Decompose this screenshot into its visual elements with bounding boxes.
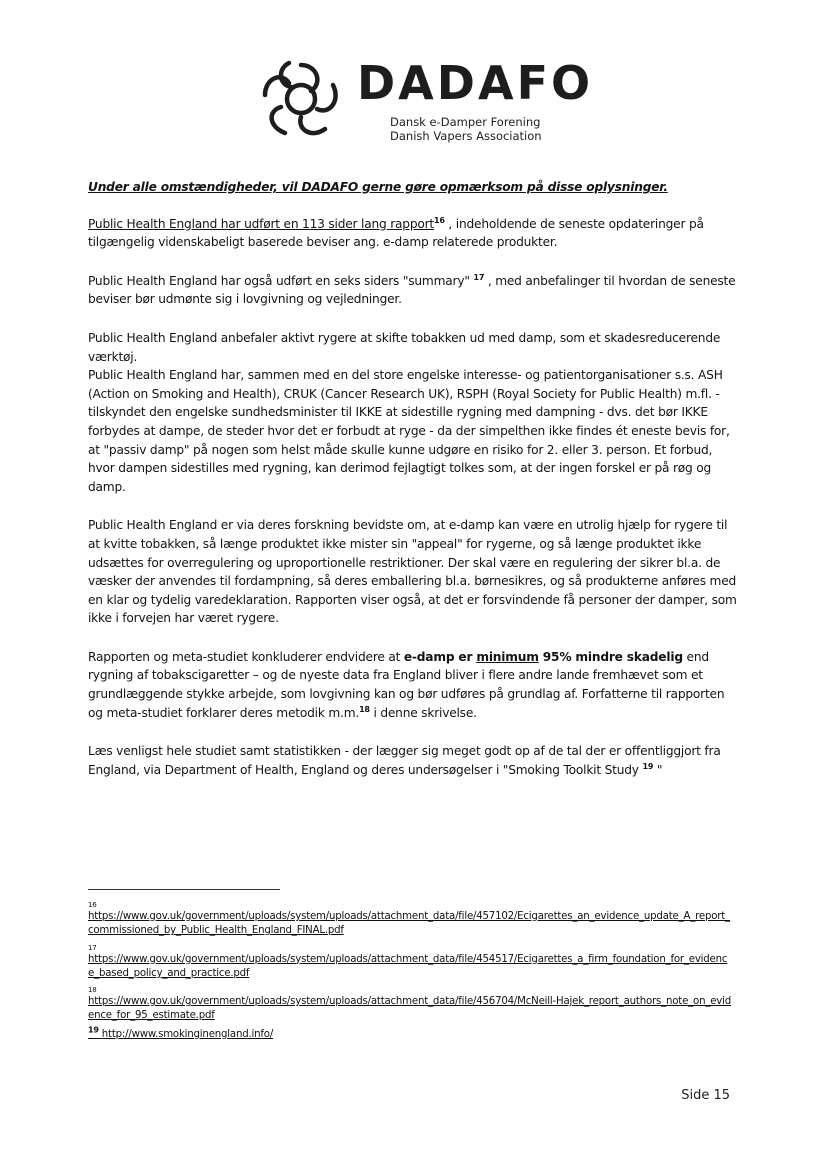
headline: Under alle omstændigheder, vil DADAFO gerne gøre opmærksom på disse oplysninger. — [88, 180, 668, 194]
footnote-ref-19: 19 — [642, 761, 654, 771]
logo-subtitle-english: Danish Vapers Association — [390, 129, 542, 143]
dadafo-emblem-icon — [255, 55, 347, 143]
footnote-ref-18: 18 — [359, 704, 370, 714]
footnote-number-17: 17 — [88, 943, 97, 952]
paragraph-recommendation-text-b: Public Health England har, sammen med en del store engelske interesse- og patientorganisationer s.s. ASH (Action on Smoking and Health), CRUK (Cancer Research UK), RSPH (Royal Society for Public Health) m.fl. - tilskyndet den engelske sundhedsminister til IKKE at sidestille rygning med dampning - dvs. det bør IKKE forbydes at dampe, de steder hvor det er forbudt at ryge - da der simpelthen ikke findes ét eneste bevis for, at "passiv damp" på nogen som helst måde skulle kunne udgøre en risiko for 2. eller 3. person. Et forbud, hvor dampen sidestilles med rygning, kan derimod fejlagtigt tolkes som, at der ingen forskel er på røg og damp. — [88, 368, 730, 494]
paragraph-recommendation-text-a: Public Health England anbefaler aktivt rygere at skifte tobakken ud med damp, som et skadesreducerende værktøj. — [88, 330, 721, 364]
document-body — [88, 178, 738, 799]
paragraph-reading-text-b: " — [653, 762, 663, 777]
paragraph-reading-text-a: Læs venligst hele studiet samt statistikken - der lægger sig meget godt op af de tal der er offentliggjort fra England, via Department of Health, England og deres undersøgelser i "Smoking Toolkit Study — [88, 744, 721, 777]
paragraph-reading — [88, 742, 738, 779]
footnote-ref-17: 17 — [473, 272, 485, 282]
footnote-divider — [88, 889, 280, 890]
paragraph-conclusion — [88, 648, 738, 722]
footnotes — [88, 889, 733, 1046]
footnote-number-18: 18 — [88, 986, 97, 995]
page-number: Side 15 — [681, 1088, 730, 1103]
logo-wordmark: DADAFO — [357, 56, 594, 110]
footnote-link-16[interactable]: https://www.gov.uk/government/uploads/system/uploads/attachment_data/file/457102/Ecigarettes_an_evidence_update_A_report_commissioned_by_Public_Health_England_FINAL.pdf — [88, 911, 730, 937]
dadafo-logo — [255, 55, 594, 145]
paragraph-report-text: , indeholdende de seneste opdateringer på tilgængelig videnskabeligt baserede beviser ang. e-damp relaterede produkter. — [88, 216, 704, 250]
paragraph-summary-text-b: , med anbefalinger til hvordan de seneste beviser bør udmønte sig i lovgivning og vejledninger. — [88, 273, 736, 307]
conclusion-bold-1: e-damp er — [403, 649, 477, 664]
report-link[interactable]: Public Health England har udført en 113 sider lang rapport — [88, 216, 435, 231]
paragraph-report — [88, 215, 738, 252]
paragraph-conclusion-text-c: end rygning af tobakscigaretter – og de nyeste data fra England bliver i flere andre lande fremhævet som et grundlæggende stykke arbejde, som lovgivning kan og bør udføres på grundlag af. Forfatterne til rapporten og meta-studiet forklarer deres metodik m.m. — [88, 649, 725, 720]
conclusion-bold-minimum: minimum — [476, 649, 539, 664]
footnote-ref-16: 16 — [434, 215, 445, 225]
footnote-number-19: 19 — [88, 1025, 99, 1035]
paragraph-recommendation — [88, 329, 738, 496]
paragraph-summary-text-a: Public Health England har også udført en seks siders "summary" — [88, 273, 474, 288]
conclusion-bold-2: 95% mindre skadelig — [538, 649, 683, 664]
paragraph-conclusion-text-d: i denne skrivelse. — [369, 705, 477, 720]
logo-subtitle-danish: Dansk e-Damper Forening — [390, 115, 541, 129]
footnote-link-18[interactable]: https://www.gov.uk/government/uploads/system/uploads/attachment_data/file/456704/McNeill-Hajek_report_authors_note_on_evidence_for_95_estimate.pdf — [88, 996, 732, 1022]
paragraph-research: Public Health England er via deres forskning bevidste om, at e-damp kan være en utrolig hjælp for rygere til at kvitte tobakken, så længe produktet ikke mister sin "appeal" for rygerne, og så længe produktet ikke udsættes for overregulering og uproportionelle restriktioner. Der skal være en regulering der sikrer bl.a. de væsker der anvendes til fordampning, så deres emballering bl.a. børnesikres, og så produkterne anføres med en klar og tydelig varedeklaration. Rapporten viser også, at det er forsvindende få personer der damper, som ikke i forvejen har været rygere. — [88, 518, 737, 626]
footnote-19 — [88, 1025, 733, 1042]
footnote-number-16: 16 — [88, 901, 97, 909]
paragraph-conclusion-text-a: Rapporten og meta-studiet konkluderer endvidere at — [88, 649, 404, 664]
paragraph-summary — [88, 272, 738, 309]
footnote-link-19[interactable]: http://www.smokinginengland.info/ — [101, 1028, 274, 1040]
footnote-link-17[interactable]: https://www.gov.uk/government/uploads/system/uploads/attachment_data/file/454517/Ecigarettes_a_firm_foundation_for_evidence_based_policy_and_practice.pdf — [88, 953, 728, 979]
